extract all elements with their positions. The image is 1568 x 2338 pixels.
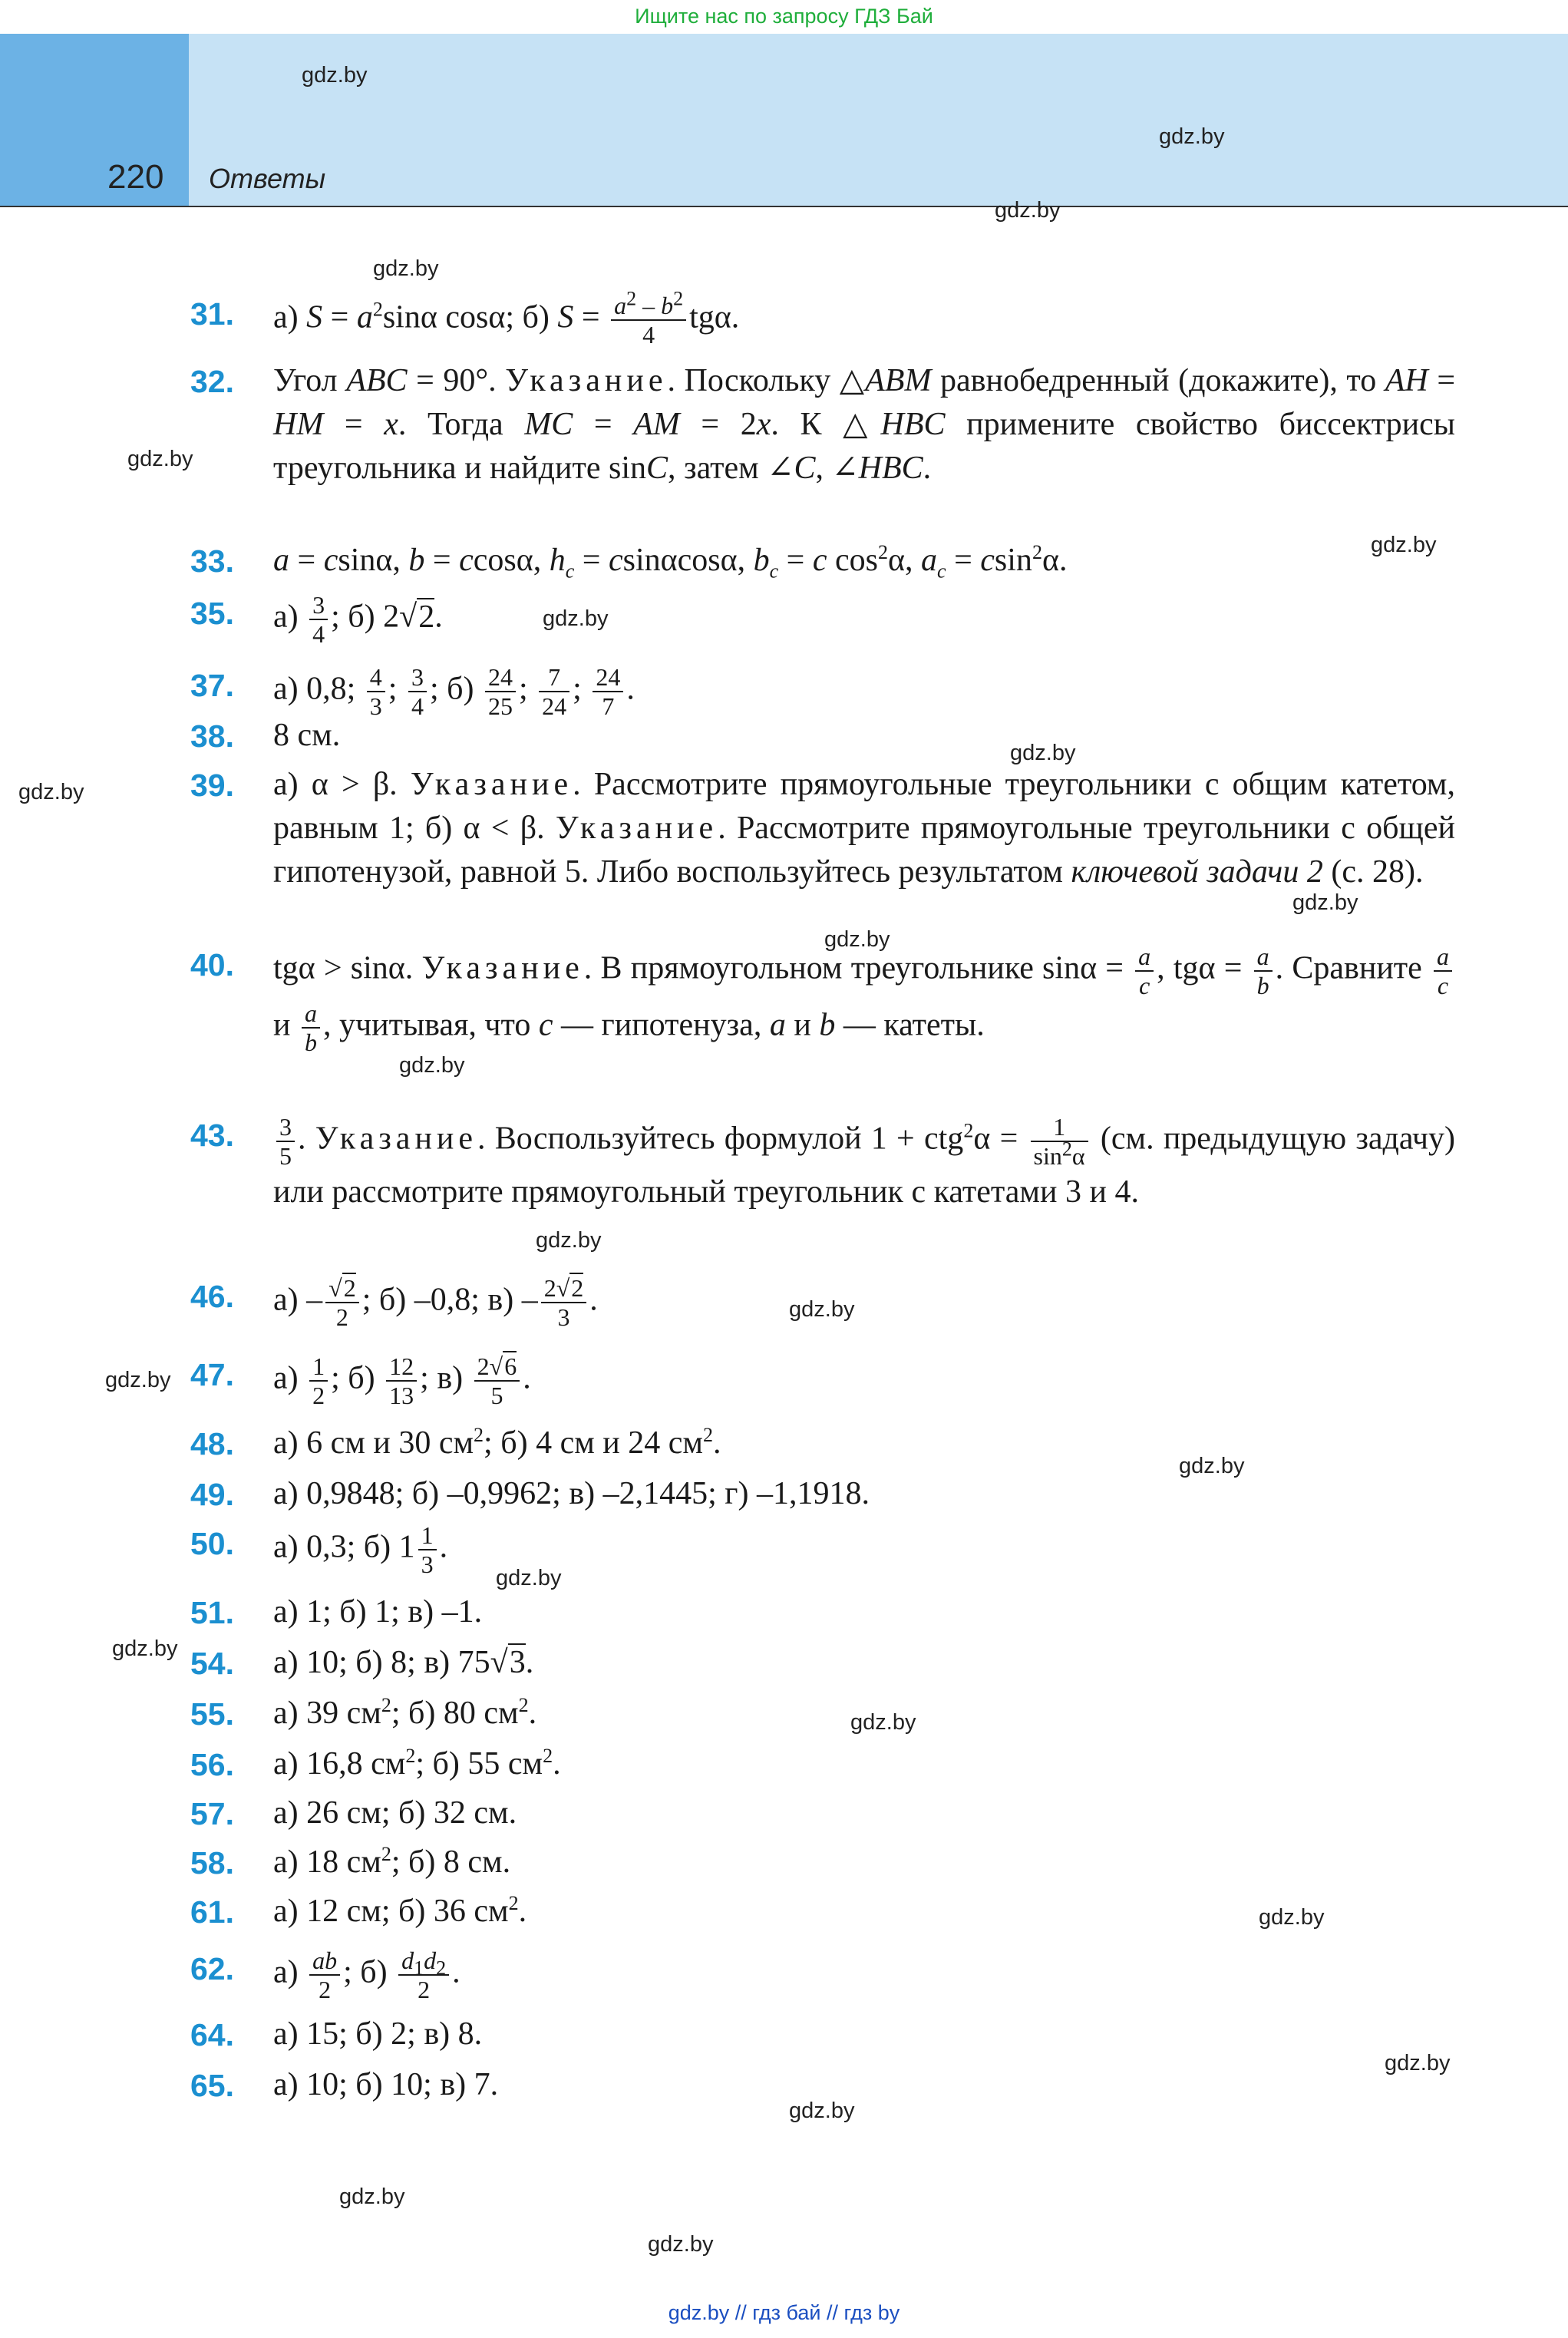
problem-number: 32.: [190, 364, 234, 399]
problem-number: 61.: [190, 1894, 234, 1930]
answer-text: а) 10; б) 8; в) 75√3.: [273, 1645, 534, 1680]
watermark: gdz.by: [850, 1710, 916, 1735]
problem-number: 65.: [190, 2068, 234, 2103]
watermark: gdz.by: [995, 198, 1061, 223]
watermark: gdz.by: [302, 63, 368, 88]
answer-text: а) 15; б) 2; в) 8.: [273, 2016, 483, 2052]
answer-text: а) 6 см и 30 $см^2$; б) 4 см и 24 $см^2$.: [273, 1424, 721, 1461]
watermark: gdz.by: [648, 2232, 714, 2257]
watermark: gdz.by: [496, 1566, 562, 1590]
problem-number: 58.: [190, 1845, 234, 1881]
answer-text: а) 0,8; $\frac{4}{3}$ ; $\frac{3}{4}$ ; б) $\frac{24}{25}$ ; $\frac{7}{24}$ ; $\frac{24}{7}$ .: [273, 663, 635, 720]
answer-text: а) α > β. Указание. Рассмотрите прямоугольные треугольники с общим катетом, равным 1; б) α < β. Указание. Рассмотрите прямоугольные треугольники с общей гипотенузой, равной 5. Либо воспользуйтесь результатом ключевой задачи 2 (с. 28).: [273, 767, 1455, 890]
problem-number: 54.: [190, 1646, 234, 1681]
problem-number: 56.: [190, 1747, 234, 1782]
watermark: gdz.by: [1385, 2051, 1451, 2075]
watermark: gdz.by: [1371, 533, 1437, 557]
problem-number: 33.: [190, 543, 234, 579]
watermark: gdz.by: [127, 447, 193, 471]
watermark: gdz.by: [105, 1368, 171, 1392]
watermark: gdz.by: [112, 1636, 178, 1661]
search-banner[interactable]: Ищите нас по запросу ГДЗ Бай: [635, 5, 933, 28]
watermark: gdz.by: [543, 606, 609, 631]
answer-text: а) 0,3; б) 1 $\frac{1}{3}$ .: [273, 1521, 448, 1578]
watermark: gdz.by: [18, 780, 84, 804]
answer-text: Угол ABC = 90°. Указание. Поскольку △ABM равнобедренный (докажите), то AH = HM = x. Тогда MC = AM = 2x. К △HBC примените свойство биссектрисы треугольника и найдите sinC, затем ∠C, ∠HBC.: [273, 363, 1456, 486]
problem-number: 40.: [190, 947, 234, 982]
answer-text: $\frac{3}{5}$ . Указание. Воспользуйтесь формулой 1 + ctg$^2$α = $\frac{1}{\sin^2\alpha}$ (см. предыдущую задачу) или рассмотрите прямоугольный треугольник с катетами 3 и 4.: [273, 1113, 1455, 1210]
problem-number: 57.: [190, 1796, 234, 1831]
answer-text: а) 0,9848; б) –0,9962; в) –2,1445; г) –1,1918.: [273, 1476, 870, 1511]
answer-text: 8 см.: [273, 718, 341, 753]
answer-text: а) 12 см; б) 36 $см^2$.: [273, 1892, 527, 1929]
watermark: gdz.by: [373, 256, 439, 281]
problem-number: 64.: [190, 2017, 234, 2052]
answer-text: a = csinα, b = ccosα, $h_c = csin\alpha\cos\alpha$, $b_c = c$ $\cos^2\alpha$, $a_c = csin^2\alpha$.: [273, 541, 1068, 583]
watermark: gdz.by: [1179, 1454, 1245, 1478]
problem-number: 55.: [190, 1696, 234, 1732]
answer-text: а) – $\frac{√2}{2}$ ; б) –0,8; в) – $\frac{2√2}{3}$ .: [273, 1274, 598, 1331]
problem-number: 39.: [190, 768, 234, 803]
footer-links[interactable]: gdz.by // гдз бай // гдз by: [668, 2301, 900, 2324]
answer-text: а) $S = a^2\sin\alpha$ cosα; б) S = $\frac{a^2 - b^2}{4}$ tgα.: [273, 287, 740, 348]
problem-number: 43.: [190, 1118, 234, 1153]
answer-text: а) 16,8 $см^2$; б) 55 $см^2$.: [273, 1745, 561, 1782]
watermark: gdz.by: [1292, 890, 1358, 915]
problem-number: 62.: [190, 1951, 234, 1986]
watermark: gdz.by: [824, 927, 890, 952]
answer-text: а) 10; б) 10; в) 7.: [273, 2067, 499, 2102]
problem-number: 37.: [190, 668, 234, 703]
watermark: gdz.by: [1159, 124, 1225, 149]
answer-text: а) $\frac{3}{4}$ ; б) 2√2.: [273, 591, 443, 648]
answer-text: а) $\frac{1}{2}$ ; б) $\frac{12}{13}$ ; в) $\frac{2√6}{5}$ .: [273, 1352, 531, 1409]
section-title: Ответы: [209, 163, 326, 194]
problem-number: 48.: [190, 1426, 234, 1461]
problem-number: 46.: [190, 1279, 234, 1314]
problem-number: 50.: [190, 1526, 234, 1561]
answer-text: а) 39 $см^2$; б) 80 $см^2$.: [273, 1694, 537, 1731]
watermark: gdz.by: [789, 1297, 855, 1322]
header-rule: [0, 206, 1568, 207]
page-number: 220: [107, 158, 164, 196]
watermark: gdz.by: [339, 2184, 405, 2209]
problem-number: 35.: [190, 596, 234, 631]
answer-text: tgα > sinα. Указание. В прямоугольном треугольнике sinα = $\frac{a}{c}$ , tgα = $\frac{a}{b}$ . Сравните $\frac{a}{c}$ и $\frac{a}{b}$ , учитывая, что c — гипотенуза, a и b — катеты.: [273, 943, 1455, 1056]
watermark: gdz.by: [1259, 1905, 1325, 1930]
problem-number: 38.: [190, 718, 234, 754]
answer-text: а) 18 $см^2$; б) 8 см.: [273, 1843, 511, 1880]
watermark: gdz.by: [536, 1228, 602, 1253]
watermark: gdz.by: [1010, 741, 1076, 765]
problem-number: 51.: [190, 1595, 234, 1630]
problem-number: 31.: [190, 296, 234, 332]
answer-text: а) $\frac{ab}{2}$ ; б) $\frac{d_1d_2}{2}$ .: [273, 1947, 460, 2003]
watermark: gdz.by: [789, 2099, 855, 2123]
answer-text: а) 1; б) 1; в) –1.: [273, 1594, 483, 1630]
watermark: gdz.by: [399, 1053, 465, 1078]
problem-number: 47.: [190, 1357, 234, 1392]
problem-number: 49.: [190, 1477, 234, 1512]
answer-text: а) 26 см; б) 32 см.: [273, 1795, 517, 1831]
